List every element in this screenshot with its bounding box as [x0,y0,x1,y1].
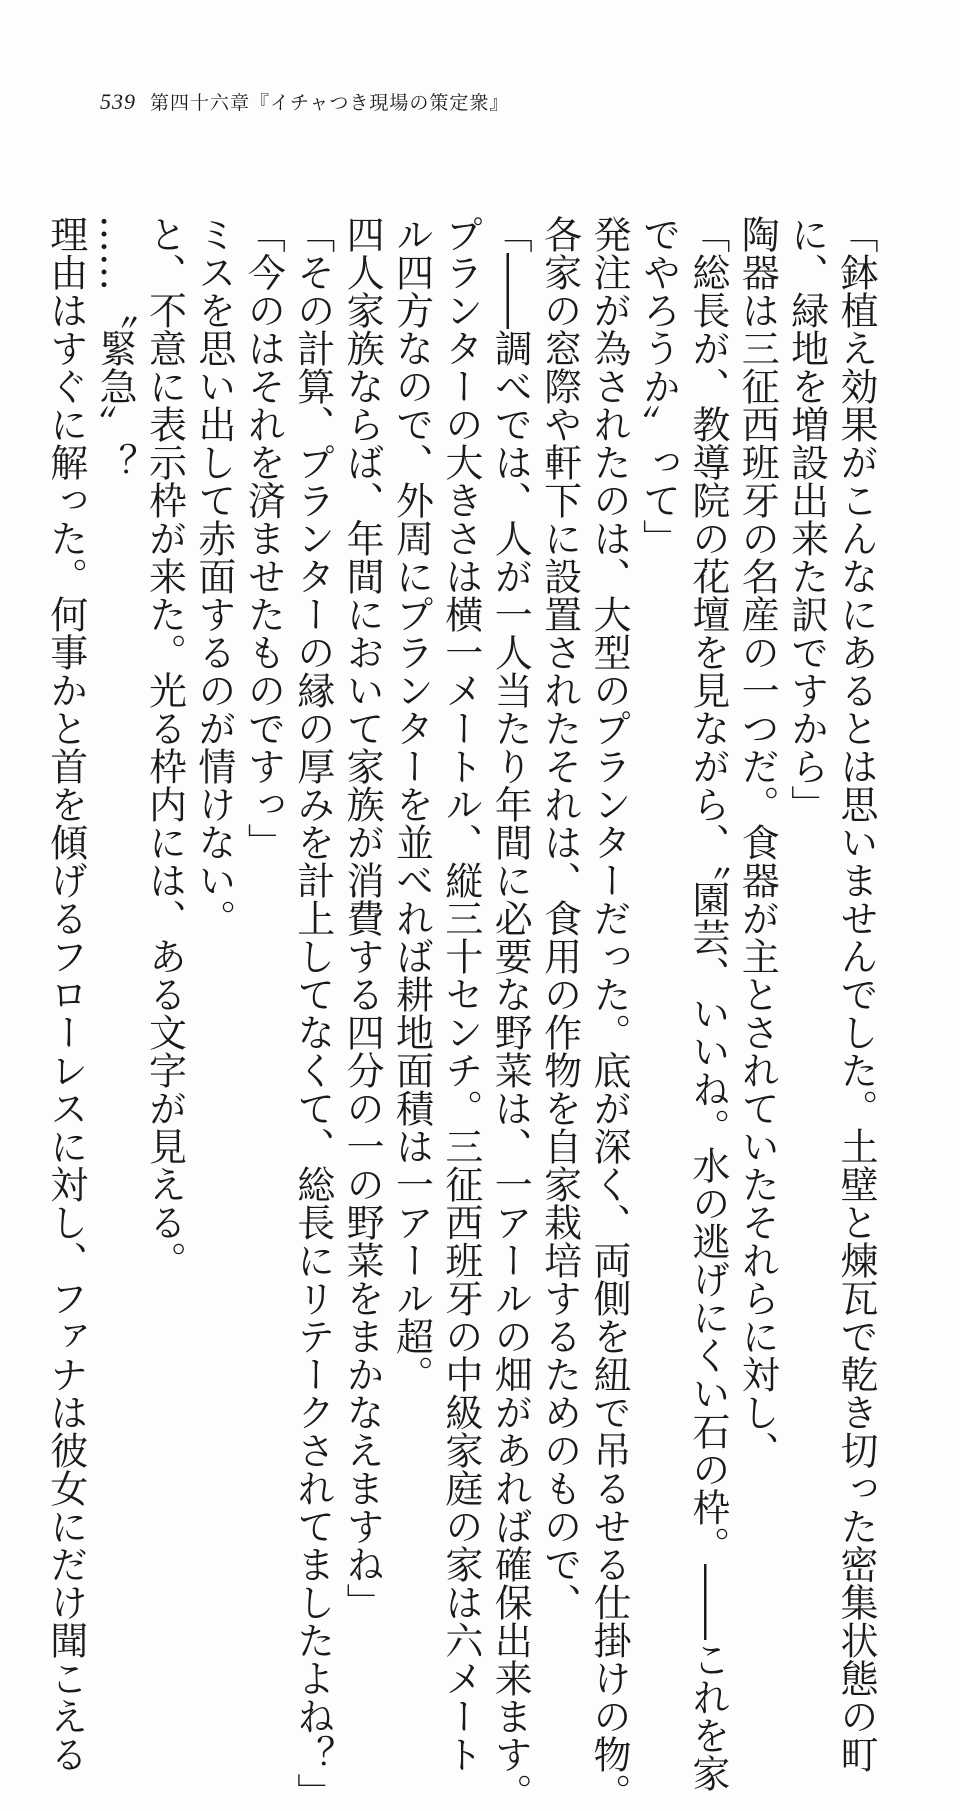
text-line: と、不意に表示枠が来た。光る枠内には、ある文字が見える。 [142,215,187,1279]
body-text [43,215,880,1811]
text-line: 各家の窓際や軒下に設置されたそれは、食用の作物を自家栽培するためのもので、 [537,215,582,1621]
text-line: 陶器は三征西班牙の名産の一つだ。食器が主とされていたそれらに対し、 [735,215,780,1469]
text-line: 「今のはそれを済ませたものですっ」 [241,215,286,861]
text-line: 「総長が、教導院の花壇を見ながら、〝園芸、いいね。水の逃げにくい石の枠。――これを家 [685,215,730,1792]
text-line: ル四方なので、外周にプランターを並べれば耕地面積は一アール超。 [389,215,434,1393]
text-line: 理由はすぐに解った。何事かと首を傾げるフローレスに対し、ファナは彼女にだけ聞こえる [43,215,88,1773]
text-line: 四人家族ならば、年間において家族が消費する四分の一の野菜をまかなえますね」 [340,215,385,1621]
text-line: 「鉢植え効果がこんなにあるとは思いませんでした。土壁と煉瓦で乾き切った密集状態の町 [834,215,878,1773]
chapter-title: 第四十六章『イチャつき現場の策定衆』 [150,92,510,114]
page-number: 539 [100,89,136,114]
text-line: ミスを思い出して赤面するのが情けない。 [191,215,236,937]
text-line: に、緑地を増設出来た訳ですから」 [784,215,829,823]
text-line: 「――調べでは、人が一人当たり年間に必要な野菜は、一アールの畑があれば確保出来ます。 [488,215,533,1811]
text-line: 「その計算、プランターの縁の厚みを計上してなくて、総長にリテークされてましたよね？」 [290,215,335,1811]
text-line: ……〝緊急〟？ [93,215,138,481]
text-line: プランターの大きさは横一メートル、縦三十センチ。三征西班牙の中級家庭の家は六メート [438,215,483,1773]
text-line: でやろうか〟って」 [636,215,681,557]
text-line: 発注が為されたのは、大型のプランターだった。底が深く、両側を紐で吊るせる仕掛けの物。 [587,215,632,1811]
page-header [100,88,509,115]
